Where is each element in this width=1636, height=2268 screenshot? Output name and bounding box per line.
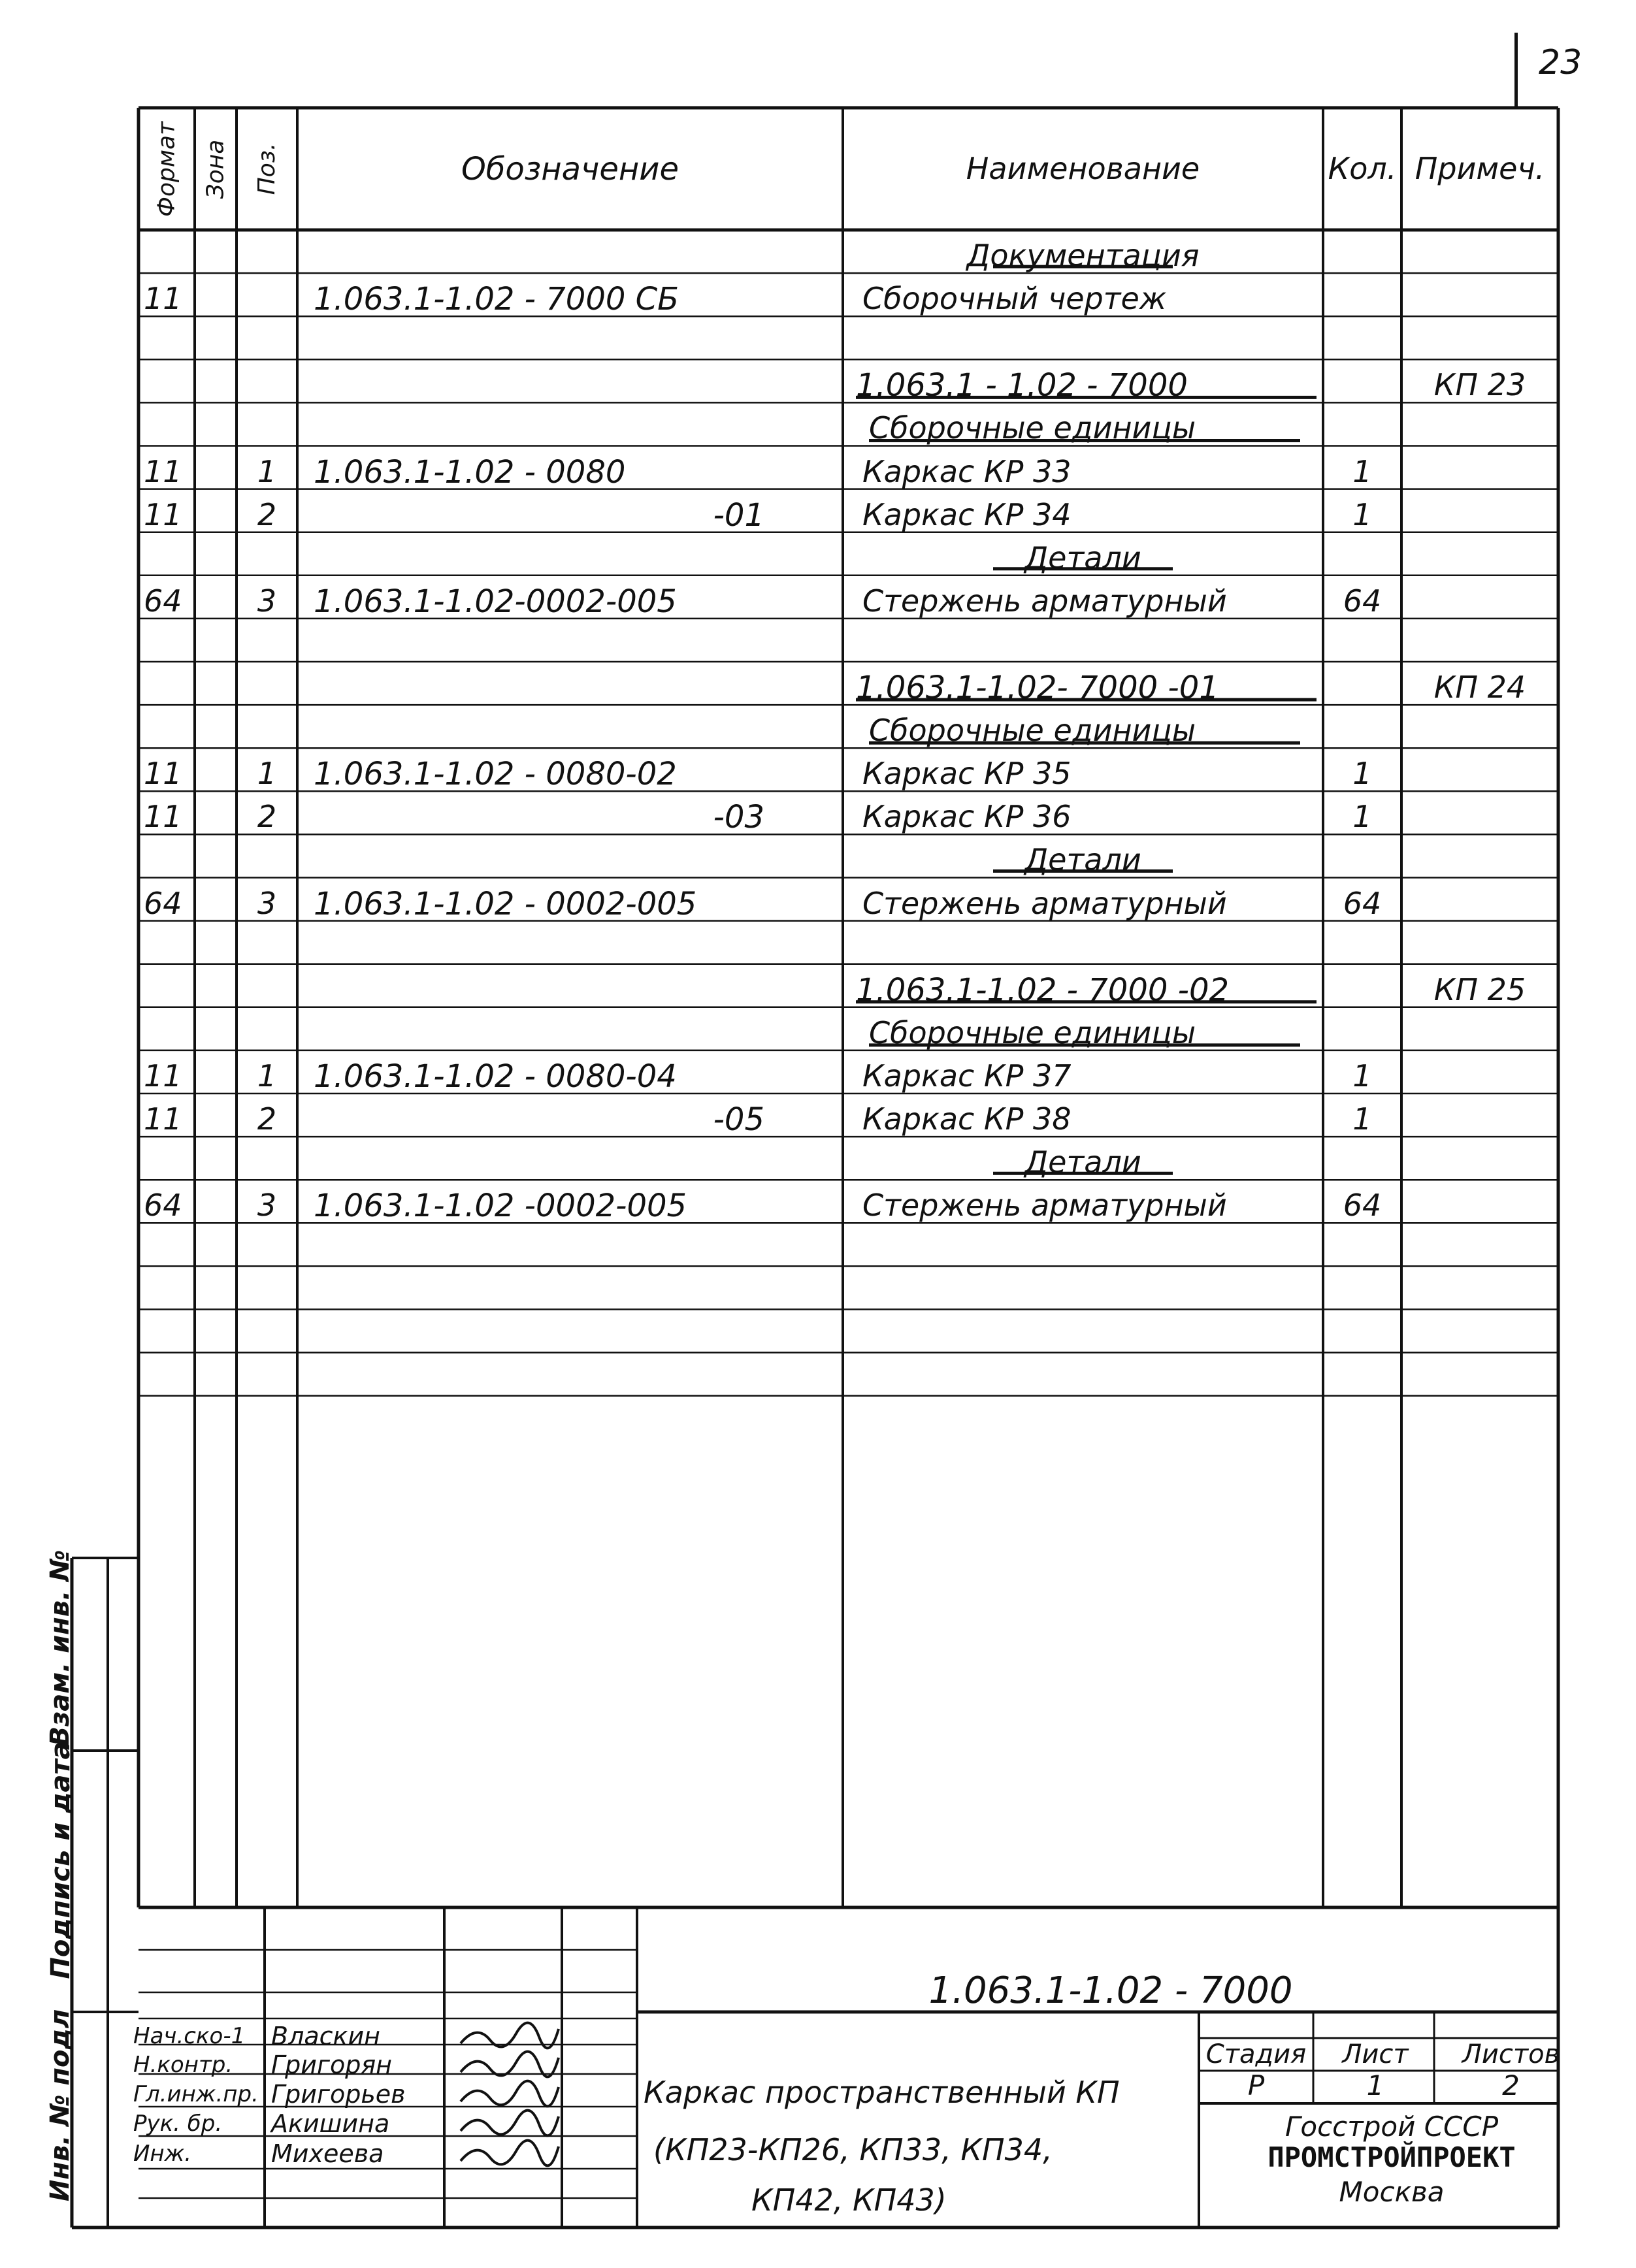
cell-qty: 1	[1352, 799, 1372, 835]
cell-qty: 64	[1343, 583, 1382, 619]
cell-qty: 64	[1343, 885, 1382, 921]
assembly-designation: 1.063.1 - 1.02 - 7000	[856, 367, 1188, 404]
role-label: Н.контр.	[133, 2052, 233, 2078]
handwritten-signature	[461, 2052, 559, 2077]
handwritten-signature	[461, 2141, 559, 2166]
handwritten-signature	[461, 2081, 559, 2107]
cell-designation: 1.063.1-1.02 - 0080-02	[314, 756, 677, 793]
cell-designation: -03	[713, 799, 764, 836]
section-heading: Детали	[1024, 842, 1141, 878]
cell-format: 11	[144, 756, 182, 792]
cell-designation: 1.063.1-1.02-0002-005	[314, 583, 677, 620]
cell-qty: 1	[1352, 1058, 1372, 1094]
page-corner-line	[1514, 33, 1518, 108]
cell-name: Каркас КР 38	[862, 1101, 1072, 1137]
org-line-1: Госстрой СССР	[1284, 2111, 1499, 2143]
header-zone: Зона	[202, 139, 229, 199]
sheets-label: Листов	[1462, 2039, 1560, 2069]
header-position: Поз.	[254, 142, 280, 195]
cell-designation: 1.063.1-1.02 - 0080	[314, 453, 626, 491]
cell-position: 3	[257, 1188, 277, 1223]
role-label: Инж.	[133, 2141, 192, 2167]
signatory-name: Акишина	[271, 2109, 390, 2138]
sheets-value: 2	[1502, 2069, 1520, 2101]
cell-position: 2	[257, 496, 277, 532]
inv-podl-label: Инв. № подл	[45, 2009, 75, 2202]
cell-note: КП 24	[1433, 670, 1526, 705]
page-number: 23	[1539, 43, 1582, 82]
signatory-name: Михеева	[271, 2139, 384, 2168]
cell-designation: -01	[713, 496, 764, 534]
assembly-designation: 1.063.1-1.02- 7000 -01	[856, 670, 1219, 706]
cell-name: Каркас КР 37	[862, 1058, 1072, 1094]
header-name: Наименование	[966, 150, 1200, 186]
signatory-name: Григорьев	[271, 2080, 406, 2109]
org-line-2: ПРОМСТРОЙПРОЕКТ	[1268, 2141, 1516, 2173]
title-line-3: КП42, КП43)	[751, 2182, 947, 2218]
cell-name: Каркас КР 35	[862, 756, 1072, 792]
cell-qty: 1	[1352, 756, 1372, 792]
cell-position: 1	[257, 1058, 277, 1094]
cell-format: 11	[144, 799, 182, 835]
cell-format: 64	[144, 583, 182, 619]
subsection-heading: Сборочные единицы	[869, 410, 1196, 446]
role-label: Нач.ско-1	[133, 2023, 246, 2049]
cell-designation: 1.063.1-1.02 - 0002-005	[314, 885, 697, 922]
cell-qty: 1	[1352, 453, 1372, 489]
subsection-heading: Сборочные единицы	[869, 713, 1196, 749]
header-format: Формат	[153, 121, 180, 217]
cell-position: 1	[257, 756, 277, 792]
cell-format: 64	[144, 885, 182, 921]
cell-name: Каркас КР 33	[862, 453, 1072, 489]
stage-value: Р	[1247, 2069, 1265, 2101]
cell-designation: 1.063.1-1.02 - 7000 СБ	[314, 281, 679, 318]
handwritten-signature	[461, 2111, 559, 2136]
signatory-name: Власкин	[271, 2022, 381, 2050]
signatory-name: Григорян	[271, 2050, 393, 2079]
replaced-inv-label: Взам. инв. №	[45, 1549, 75, 1747]
cell-qty: 1	[1352, 1101, 1372, 1137]
cell-position: 3	[257, 583, 277, 619]
cell-designation: 1.063.1-1.02 - 0080-04	[314, 1058, 677, 1095]
cell-format: 11	[144, 1058, 182, 1094]
stage-label: Стадия	[1205, 2039, 1307, 2069]
cell-position: 2	[257, 1101, 277, 1137]
cell-position: 2	[257, 799, 277, 835]
cell-name: Каркас КР 34	[862, 496, 1072, 532]
section-heading: Детали	[1024, 540, 1141, 575]
sheet-label: Лист	[1342, 2039, 1409, 2069]
cell-name: Стержень арматурный	[862, 1188, 1227, 1223]
cell-format: 11	[144, 453, 182, 489]
org-line-3: Москва	[1339, 2176, 1445, 2208]
doc-number: 1.063.1-1.02 - 7000	[928, 1969, 1293, 2012]
cell-note: КП 23	[1433, 367, 1526, 403]
cell-name: Стержень арматурный	[862, 885, 1227, 921]
cell-designation: -05	[713, 1101, 764, 1138]
sheet-value: 1	[1366, 2069, 1384, 2101]
cell-note: КП 25	[1433, 971, 1526, 1007]
subsection-heading: Сборочные единицы	[869, 1014, 1196, 1050]
cell-position: 1	[257, 453, 277, 489]
header-note: Примеч.	[1415, 150, 1545, 186]
role-label: Гл.инж.пр.	[133, 2081, 259, 2107]
cell-format: 64	[144, 1188, 182, 1223]
cell-format: 11	[144, 496, 182, 532]
header-qty: Кол.	[1328, 150, 1397, 186]
header-designation: Обозначение	[461, 150, 679, 187]
cell-name: Сборочный чертеж	[862, 281, 1167, 317]
section-heading: Документация	[966, 238, 1200, 273]
signature-date-label: Подпись и дата	[46, 1742, 76, 1979]
cell-qty: 1	[1352, 496, 1372, 532]
assembly-designation: 1.063.1-1.02 - 7000 -02	[856, 971, 1230, 1009]
section-heading: Детали	[1024, 1144, 1141, 1180]
cell-position: 3	[257, 885, 277, 921]
cell-designation: 1.063.1-1.02 -0002-005	[314, 1188, 687, 1225]
cell-qty: 64	[1343, 1188, 1382, 1223]
cell-name: Каркас КР 36	[862, 799, 1072, 835]
handwritten-signature	[461, 2023, 559, 2049]
cell-format: 11	[144, 1101, 182, 1137]
cell-format: 11	[144, 281, 182, 317]
role-label: Рук. бр.	[133, 2111, 223, 2137]
cell-name: Стержень арматурный	[862, 583, 1227, 619]
title-line-2: (КП23-КП26, КП33, КП34,	[653, 2132, 1053, 2167]
title-line-1: Каркас пространственный КП	[644, 2075, 1120, 2110]
